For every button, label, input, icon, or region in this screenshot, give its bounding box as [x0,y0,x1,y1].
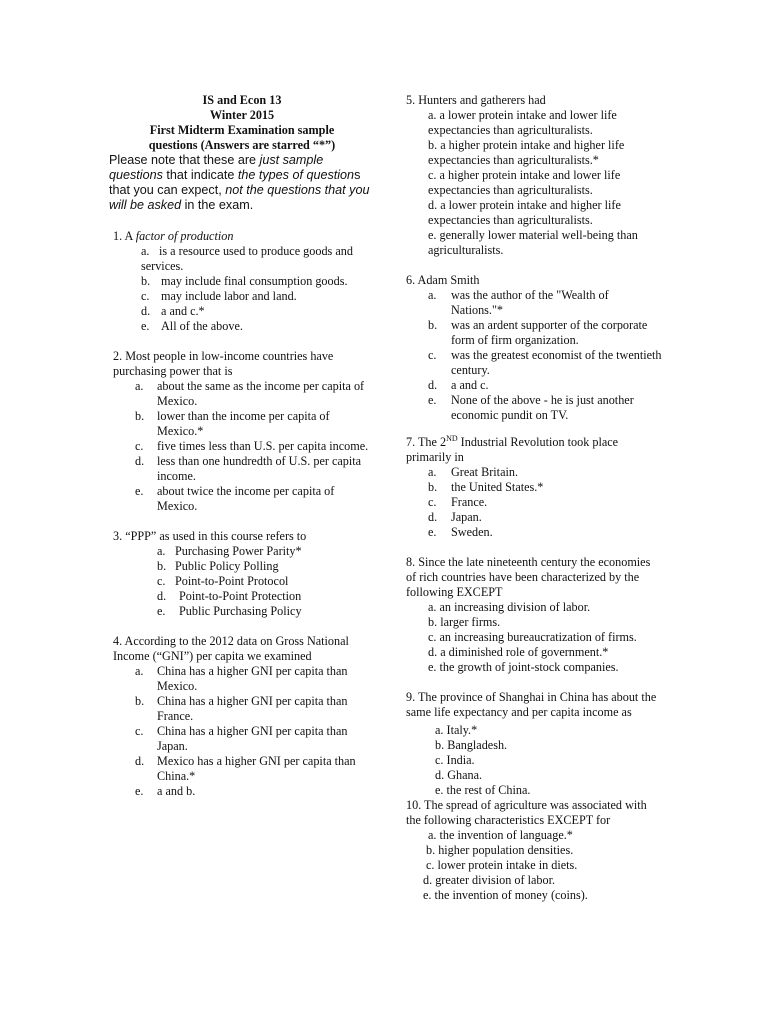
option-line [428,168,662,198]
answer-option [406,660,662,675]
option-letter: b. [435,738,445,752]
option-text: Public Policy Polling [175,559,279,573]
option-text: Point-to-Point Protocol [175,574,289,588]
question-6 [406,273,662,423]
option-text: None of the above - he is just another economic pundit on TV. [451,393,634,422]
answer-option [406,723,662,738]
answer-option [113,379,375,409]
option-text: a higher protein intake and higher life expectancies than agriculturalists.* [428,138,625,167]
question-text: 7. The 2 [406,435,447,449]
question-10 [406,798,662,903]
question-number: 1. A [113,229,136,243]
option-letter: b. [428,480,438,494]
option-letter: b. [426,843,436,857]
option-letter: e. [423,888,432,902]
exam-header [109,93,375,153]
option-text: was the author of the "Wealth of Nations."* [451,288,609,317]
answer-option [406,480,662,495]
option-letter: e. [428,660,437,674]
question-9 [406,690,662,798]
question-text: Industrial Revolution took place primarily in [406,435,619,464]
answer-option [406,465,662,480]
option-letter: d. [428,378,438,392]
answer-option [406,873,662,888]
course-title: IS and Econ 13 [202,93,282,107]
option-letter: e. [428,393,437,407]
option-letter: c. [135,724,144,738]
option-text: five times less than U.S. per capita income. [157,439,369,453]
answer-option [406,108,662,138]
option-letter: a. [428,600,437,614]
option-letter: a. [428,828,437,842]
option-line [435,753,662,768]
answer-option [406,318,662,348]
option-text: lower than the income per capita of Mexico.* [157,409,330,438]
answer-option [406,645,662,660]
option-text: Great Britain. [451,465,519,479]
option-text: less than one hundredth of U.S. per capita income. [157,454,362,483]
question-2 [113,349,375,514]
answer-option [406,168,662,198]
answer-option [113,274,375,289]
option-text: China has a higher GNI per capita than France. [157,694,348,723]
option-text: France. [451,495,488,509]
answer-option [113,559,375,574]
option-letter: d. [428,645,438,659]
option-letter: a. [135,664,144,678]
note-text: Please note that these are [109,153,260,167]
option-line [428,198,662,228]
answer-option [113,784,375,799]
option-text: Sweden. [451,525,493,539]
option-text: China has a higher GNI per capita than Mexico. [157,664,348,693]
option-text: the rest of China. [446,783,531,797]
option-text: Italy.* [446,723,478,737]
option-letter: d. [141,304,151,318]
answer-option [113,604,375,619]
option-line [426,843,662,858]
option-letter: e. [435,783,444,797]
option-text: India. [446,753,475,767]
option-letter: d. [135,754,145,768]
option-letter: c. [141,289,150,303]
answer-option [406,525,662,540]
option-letter: e. [141,319,150,333]
option-letter: a. [435,723,444,737]
option-letter: d. [428,198,438,212]
option-letter: c. [435,753,444,767]
term: Winter 2015 [209,108,275,122]
question-stem [406,435,662,465]
exam-title: First Midterm Examination sample [149,123,335,137]
option-text: China has a higher GNI per capita than Japan. [157,724,348,753]
answer-option [406,228,662,258]
option-line [423,888,662,903]
option-letter: e. [428,525,437,539]
answer-option [406,888,662,903]
option-text: was an ardent supporter of the corporate form of firm organization. [451,318,648,347]
answer-option [406,393,662,423]
option-text: a and b. [157,784,196,798]
answer-option [406,615,662,630]
option-letter: a. [428,465,437,479]
answer-option [113,289,375,304]
option-line [423,873,662,888]
option-letter: d. [135,454,145,468]
option-letter: e. [135,784,144,798]
option-line [435,738,662,753]
option-letter: a. [428,108,437,122]
question-stem: 4. According to the 2012 data on Gross National Income (“GNI”) per capita we examined [113,634,349,663]
answer-option [113,664,375,694]
answer-option [406,198,662,228]
option-letter: c. [426,858,435,872]
question-term: factor of production [135,229,234,243]
option-text: Bangladesh. [447,738,508,752]
option-letter: d. [157,589,167,603]
option-letter: b. [428,318,438,332]
option-text: the invention of language.* [439,828,573,842]
option-letter: d. [435,768,445,782]
option-letter: a. [157,544,166,558]
option-line [428,108,662,138]
answer-option [406,138,662,168]
answer-option [406,783,662,798]
option-line [428,600,662,615]
option-text: about the same as the income per capita of Mexico. [157,379,365,408]
question-3 [113,529,375,619]
option-line [428,660,662,675]
answer-option [406,600,662,615]
option-text: a and c.* [161,304,205,318]
option-text: All of the above. [161,319,243,333]
option-line [435,768,662,783]
question-7 [406,435,662,540]
answer-option [113,439,375,454]
answer-option [113,319,375,334]
option-text: Purchasing Power Parity* [175,544,302,558]
answer-option [406,828,662,843]
answer-option [113,409,375,439]
answer-option [406,288,662,318]
answer-option [406,738,662,753]
answer-option [113,754,375,784]
answer-option [406,843,662,858]
answer-option [113,454,375,484]
option-text: was the greatest economist of the twentieth century. [451,348,662,377]
option-letter: c. [428,495,437,509]
answer-option [113,244,375,274]
superscript: ND [446,434,458,443]
note-emphasis: the types of question [237,168,355,182]
option-text: the invention of money (coins). [434,888,588,902]
option-letter: a. [135,379,144,393]
note-emphasis: not the questions that you will be asked [109,183,370,212]
question-stem: 9. The province of Shanghai in China has about the same life expectancy and per capita income as [406,690,657,719]
exam-subtitle: questions (Answers are starred “*”) [148,138,336,152]
question-stem: 8. Since the late nineteenth century the economies of rich countries have been characterized by the following EXCEPT [406,555,651,599]
question-stem: 3. “PPP” as used in this course refers to [113,529,307,543]
option-text: a lower protein intake and higher life expectancies than agriculturalists. [428,198,621,227]
right-column [406,93,662,903]
question-5 [406,93,662,258]
option-text: higher population densities. [438,843,574,857]
option-letter: c. [428,168,437,182]
answer-option [406,378,662,393]
question-4 [113,634,375,799]
option-text: Point-to-Point Protection [179,589,302,603]
option-line [428,228,662,258]
answer-option [113,484,375,514]
answer-option [406,768,662,783]
answer-option [406,753,662,768]
answer-option [113,304,375,319]
answer-option [406,858,662,873]
option-text: is a resource used to produce goods and services. [141,244,353,273]
option-letter: e. [428,228,437,242]
option-line [428,615,662,630]
question-stem: 5. Hunters and gatherers had [406,93,546,107]
answer-option [406,630,662,645]
question-8 [406,555,662,675]
option-line [426,858,662,873]
answer-option [113,544,375,559]
option-letter: e. [135,484,144,498]
question-stem: 6. Adam Smith [406,273,480,287]
option-text: larger firms. [440,615,501,629]
note-text: in the exam. [181,198,254,212]
option-letter: c. [157,574,166,588]
option-text: an increasing bureaucratization of firms. [439,630,637,644]
answer-option [113,724,375,754]
answer-option [113,589,375,604]
option-line [428,630,662,645]
option-letter: c. [428,348,437,362]
question-1 [113,229,375,334]
option-letter: b. [428,138,438,152]
answer-option [406,348,662,378]
option-letter: b. [141,274,151,288]
option-text: the United States.* [451,480,544,494]
note-emphasis: just sample questions [109,153,324,182]
option-letter: b. [428,615,438,629]
option-letter: c. [135,439,144,453]
instructions-note [109,153,375,213]
option-line [428,828,662,843]
option-text: greater division of labor. [435,873,555,887]
option-text: a and c. [451,378,489,392]
answer-option [406,495,662,510]
option-text: generally lower material well-being than agriculturalists. [428,228,638,257]
option-text: a diminished role of government.* [440,645,609,659]
option-line [428,645,662,660]
option-line [428,138,662,168]
option-text: the growth of joint-stock companies. [439,660,619,674]
option-text: a lower protein intake and lower life expectancies than agriculturalists. [428,108,617,137]
option-letter: e. [157,604,166,618]
option-letter: a. [428,288,437,302]
left-column [109,93,375,799]
option-letter: d. [423,873,433,887]
option-letter: c. [428,630,437,644]
option-text: Japan. [451,510,482,524]
option-text: Mexico has a higher GNI per capita than China.* [157,754,356,783]
question-stem [113,229,375,244]
option-text: Ghana. [447,768,483,782]
option-letter: d. [428,510,438,524]
option-line [435,723,662,738]
option-text: Public Purchasing Policy [179,604,302,618]
question-stem: 10. The spread of agriculture was associated with the following characteristics EXCEPT for [406,798,647,827]
option-text: a higher protein intake and lower life expectancies than agriculturalists. [428,168,621,197]
question-stem: 2. Most people in low-income countries have purchasing power that is [113,349,334,378]
answer-option [113,694,375,724]
option-letter: a. [141,244,150,258]
answer-option [406,510,662,525]
option-text: an increasing division of labor. [439,600,591,614]
answer-option [113,574,375,589]
option-letter: b. [157,559,167,573]
option-line [435,783,662,798]
note-text: that indicate [162,168,238,182]
option-text: lower protein intake in diets. [437,858,578,872]
option-text: about twice the income per capita of Mexico. [157,484,335,513]
option-letter: b. [135,409,145,423]
note-text: s that you can expect, [109,168,361,197]
option-letter: b. [135,694,145,708]
option-text: may include labor and land. [161,289,297,303]
option-text: may include final consumption goods. [161,274,348,288]
